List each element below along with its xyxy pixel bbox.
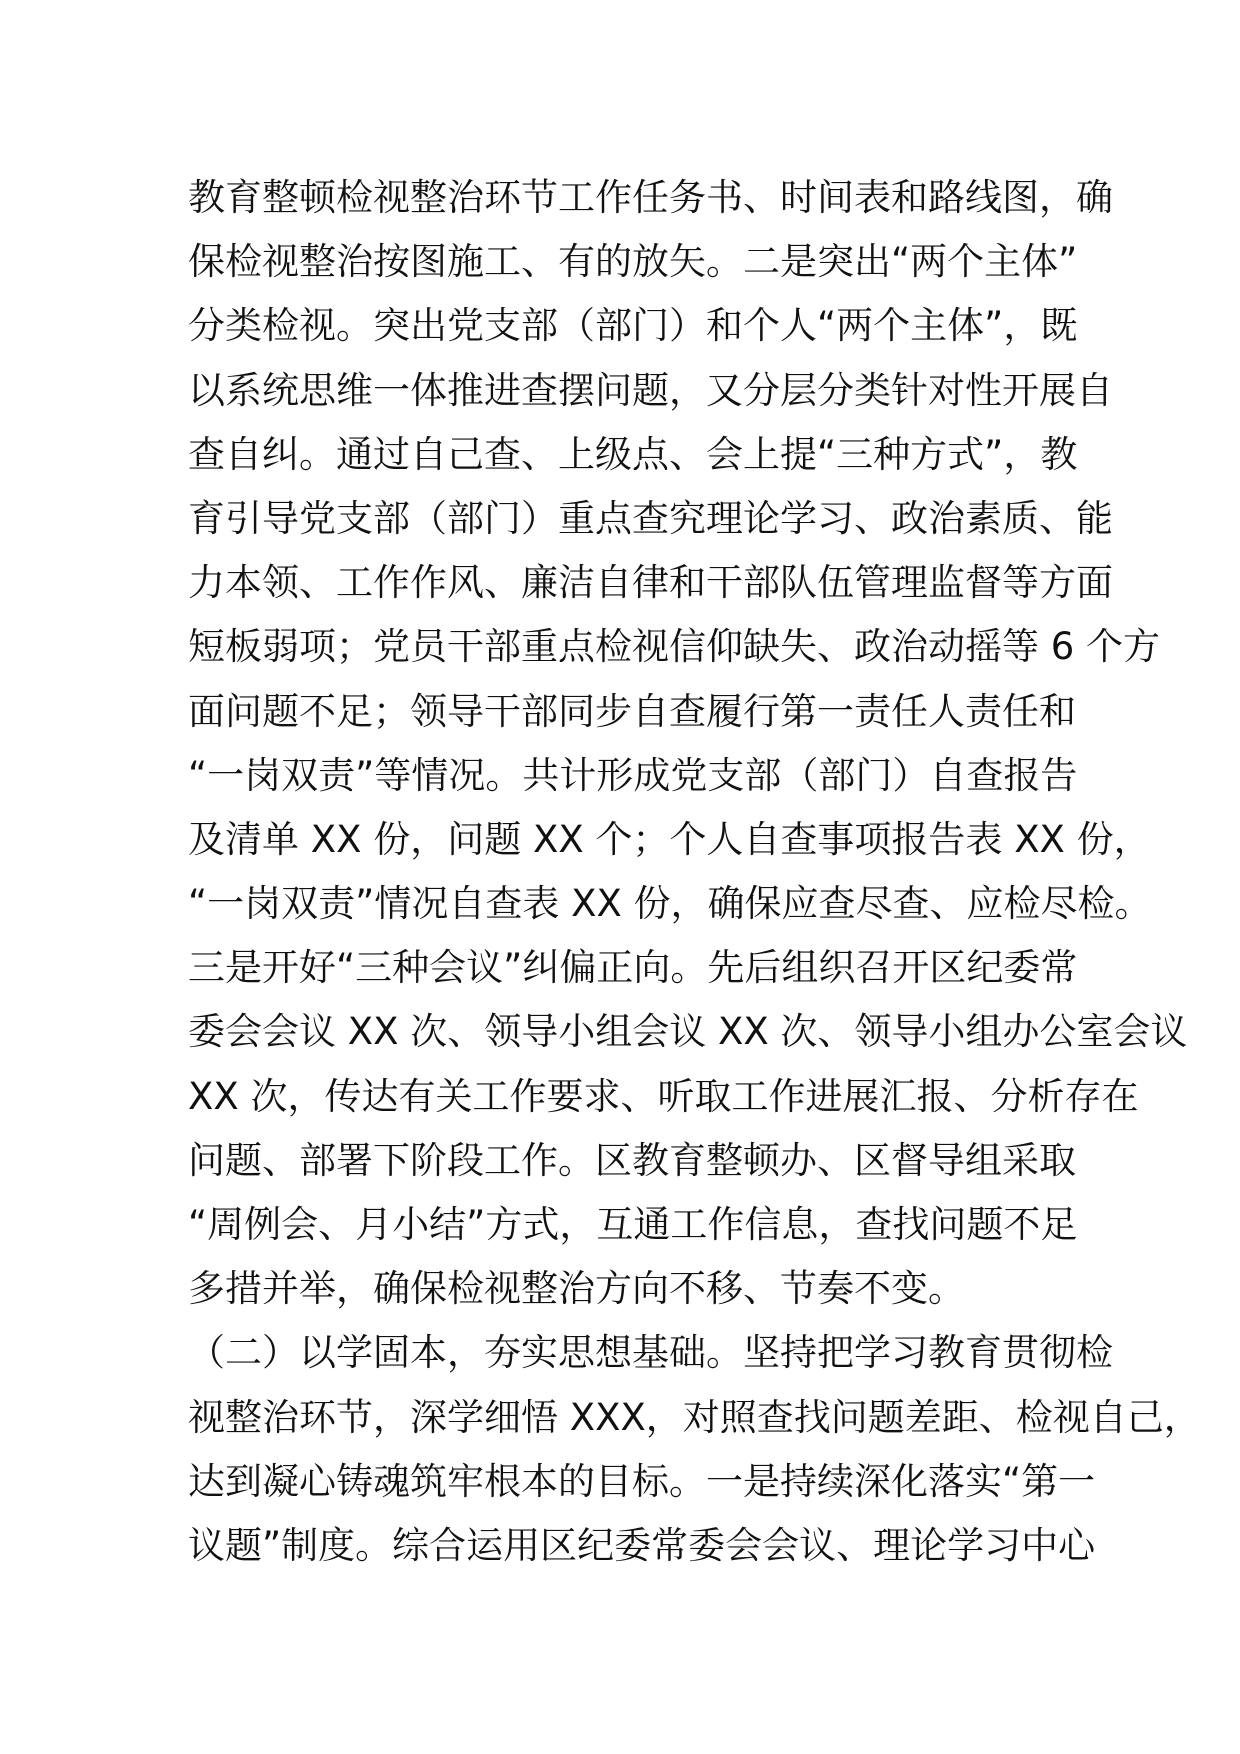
text-line: 及清单 XX 份，问题 XX 个；个人自查事项报告表 XX 份， <box>188 817 1151 861</box>
text-line: 多措并举，确保检视整治方向不移、节奏不变。 <box>188 1267 965 1311</box>
text-line: 力本领、工作作风、廉洁自律和干部队伍管理监督等方面 <box>188 561 1113 605</box>
text-line: “周例会、月小结”方式，互通工作信息，查找问题不足 <box>188 1203 1078 1246</box>
text-line: 保检视整治按图施工、有的放矢。二是突出“两个主体” <box>188 240 1078 284</box>
text-line: “一岗双责”等情况。共计形成党支部（部门）自查报告 <box>188 753 1078 797</box>
text-line: 教育整顿检视整治环节工作任务书、时间表和路线图，确 <box>188 176 1113 219</box>
body-text <box>188 166 1201 1578</box>
text-line: 分类检视。突出党支部（部门）和个人“两个主体”，既 <box>188 304 1078 348</box>
text-line: 短板弱项；党员干部重点检视信仰缺失、政治动摇等 6 个方 <box>188 625 1161 669</box>
text-line: 面问题不足；领导干部同步自查履行第一责任人责任和 <box>188 689 1076 733</box>
text-line: 查自纠。通过自己查、上级点、会上提“三种方式”，教 <box>188 432 1078 476</box>
text-line: 视整治环节，深学细悟 XXX，对照查找问题差距、检视自己， <box>188 1395 1201 1439</box>
text-line: 三是开好“三种会议”纠偏正向。先后组织召开区纪委常 <box>188 946 1078 990</box>
text-line: “一岗双责”情况自查表 XX 份，确保应查尽查、应检尽检。 <box>188 882 1152 926</box>
text-line: 问题、部署下阶段工作。区教育整顿办、区督导组采取 <box>188 1138 1076 1182</box>
text-line: 议题”制度。综合运用区纪委常委会会议、理论学习中心 <box>188 1523 1096 1567</box>
section-heading-line: （二）以学固本，夯实思想基础。坚持把学习教育贯彻检 <box>188 1331 1113 1375</box>
text-line: 育引导党支部（部门）重点查究理论学习、政治素质、能 <box>188 496 1113 540</box>
text-line: 以系统思维一体推进查摆问题，又分层分类针对性开展自 <box>188 368 1113 412</box>
text-line: 达到凝心铸魂筑牢根本的目标。一是持续深化落实“第一 <box>188 1459 1096 1503</box>
text-line: XX 次，传达有关工作要求、听取工作进展汇报、分析存在 <box>188 1074 1139 1118</box>
text-line: 委会会议 XX 次、领导小组会议 XX 次、领导小组办公室会议 <box>188 1010 1188 1054</box>
